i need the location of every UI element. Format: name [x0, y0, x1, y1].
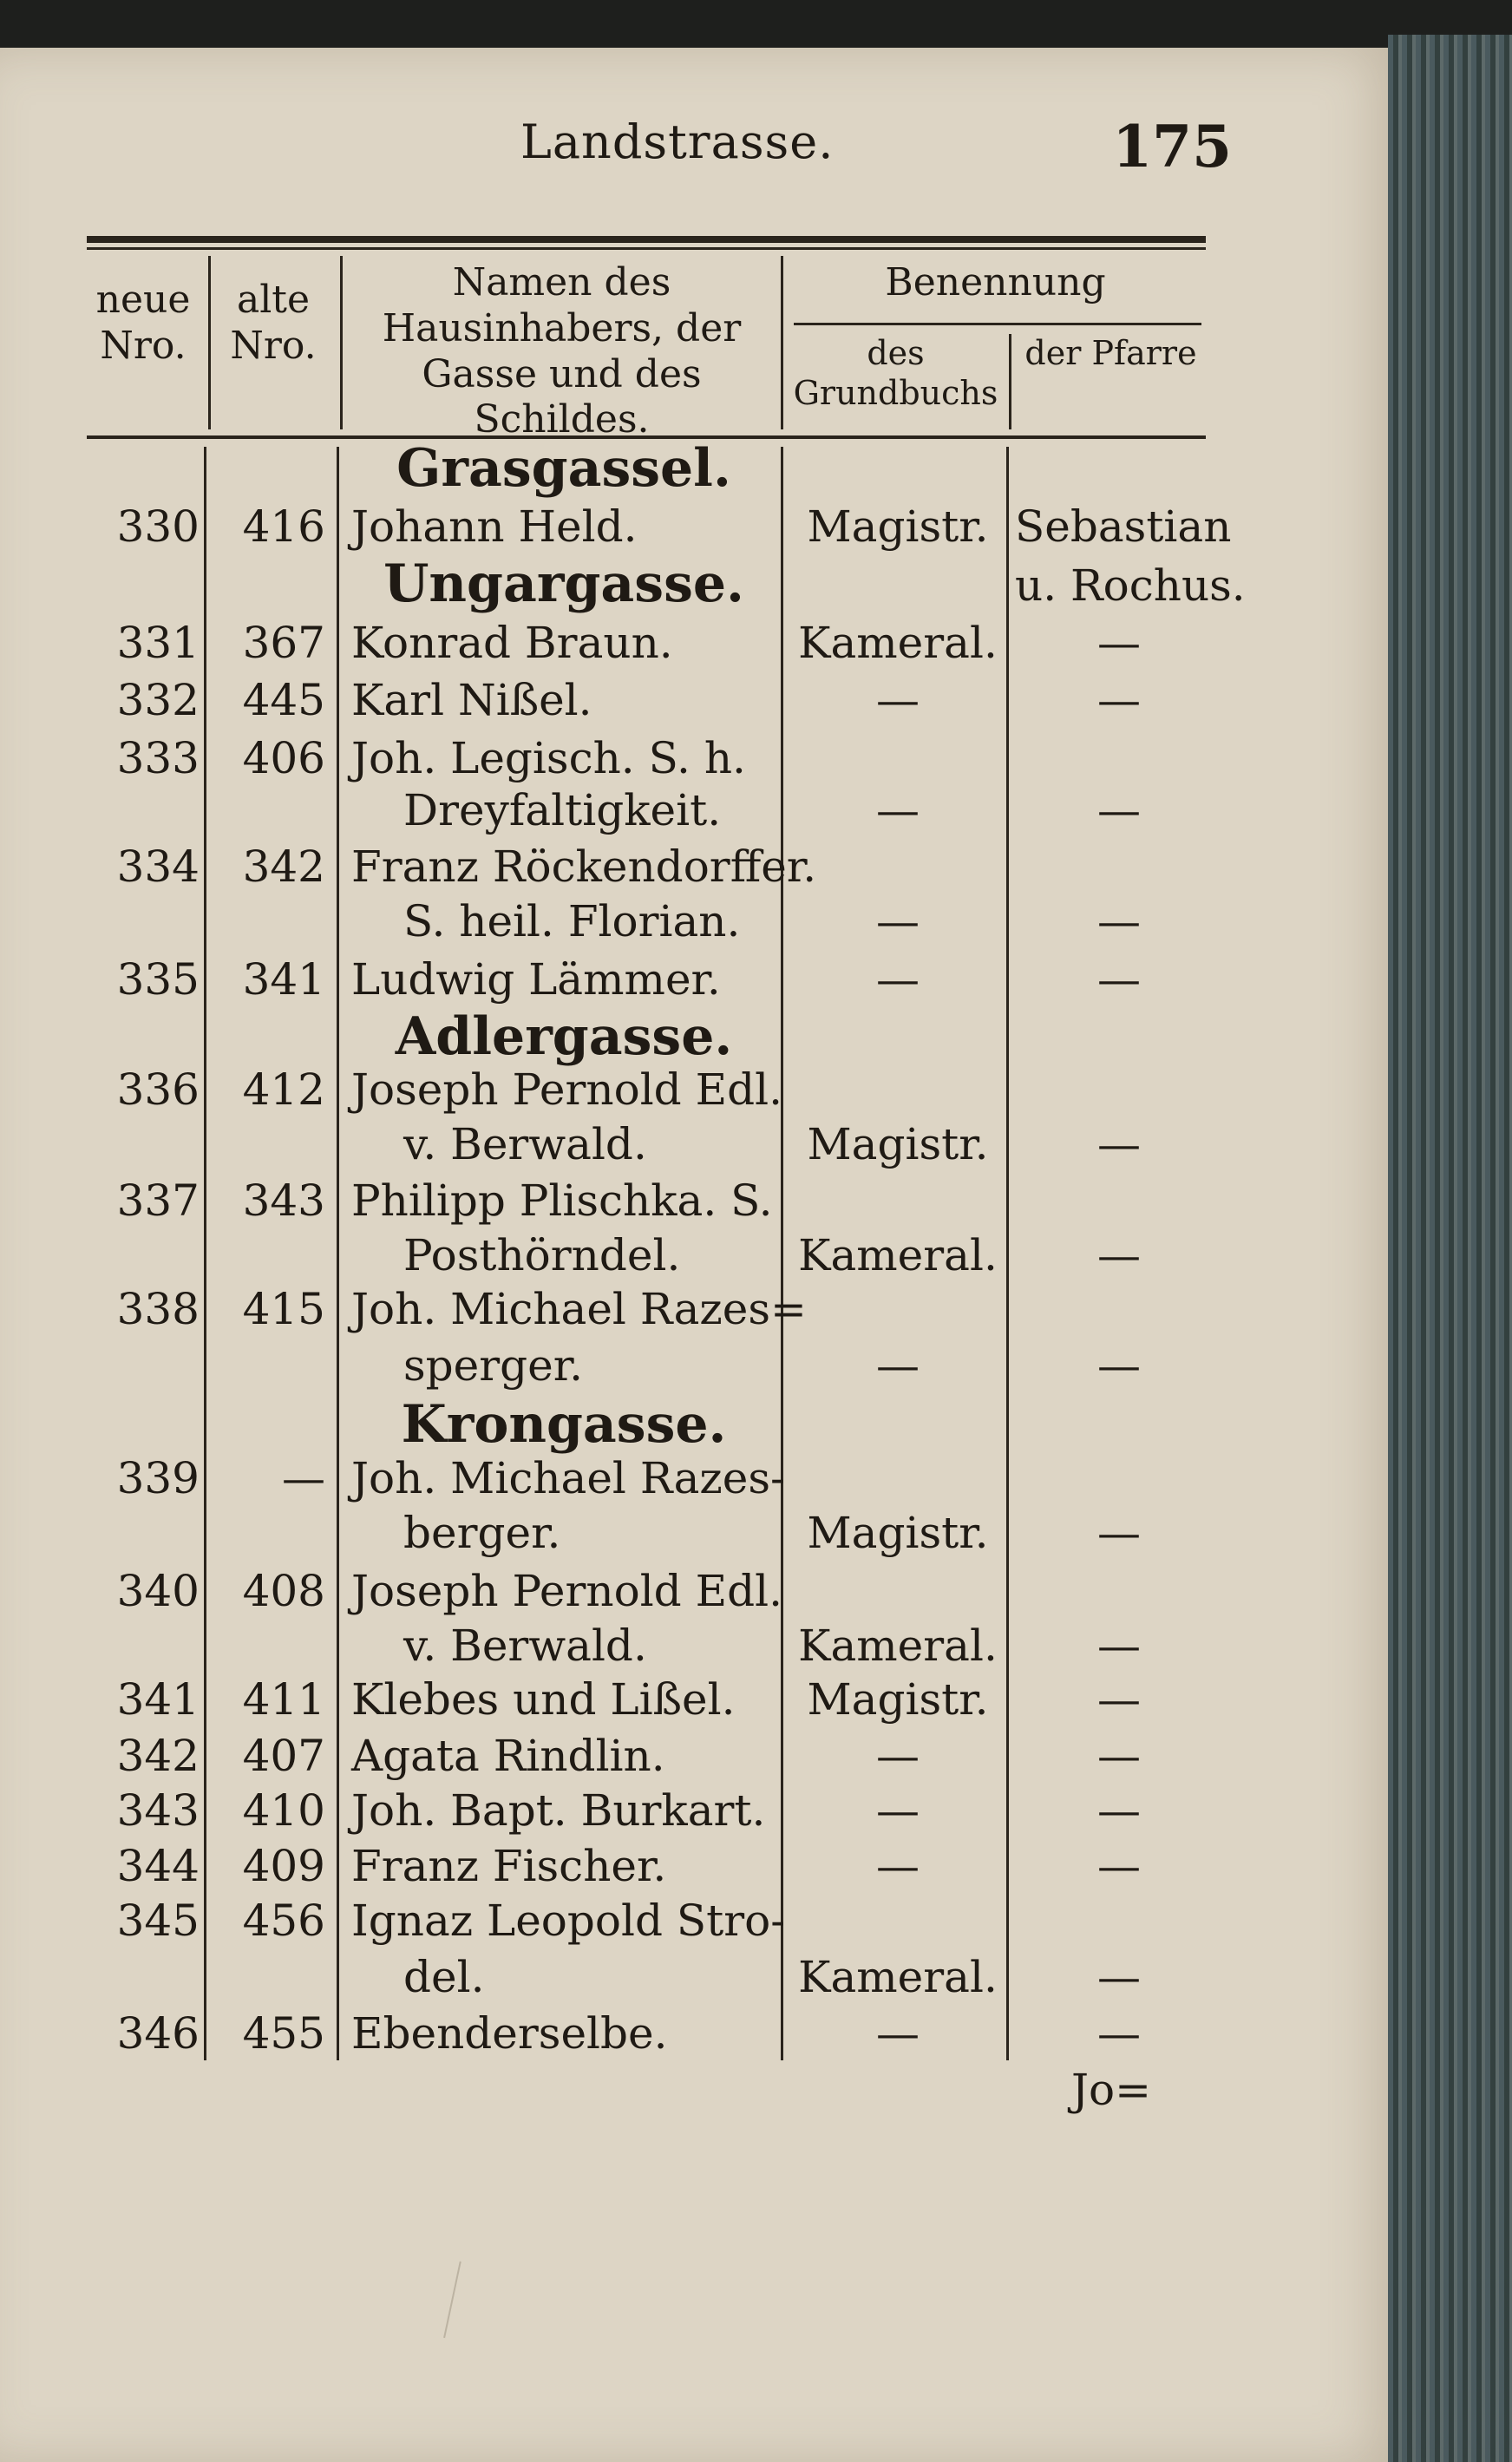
old-number: 456: [242, 1896, 325, 1946]
old-number: 407: [242, 1731, 325, 1781]
owner-name: Joh. Michael Razes=: [351, 1284, 807, 1334]
table-row-continuation: [0, 1621, 1401, 1676]
owner-name: Joseph Pernold Edl.: [351, 1064, 782, 1115]
owner-name-continuation: berger.: [403, 1508, 561, 1558]
table-row: [0, 841, 1401, 897]
old-number: 406: [242, 733, 325, 783]
owner-name: Franz Fischer.: [351, 1841, 667, 1891]
table-row-continuation: [0, 1230, 1401, 1286]
table-row: [0, 1896, 1401, 1951]
table-row-continuation: [0, 896, 1401, 952]
land-register: Kameral.: [798, 1952, 998, 2002]
old-number: 341: [242, 954, 325, 1005]
old-number: 411: [242, 1674, 325, 1725]
new-number: 330: [116, 501, 200, 552]
owner-name: Agata Rindlin.: [351, 1731, 665, 1781]
table-row: [0, 1284, 1401, 1339]
owner-name-continuation: del.: [403, 1952, 485, 2002]
column-header-parish: der Pfarre: [1024, 334, 1197, 372]
owner-name-continuation: Dreyfaltigkeit.: [403, 785, 722, 835]
table-row-continuation: [0, 560, 1401, 616]
table-row: [0, 1453, 1401, 1509]
book-fore-edge: [1388, 35, 1512, 2462]
column-header-land-register: des Grundbuchs: [793, 334, 998, 412]
new-number: 337: [116, 1175, 200, 1226]
owner-name: Karl Nißel.: [351, 675, 592, 725]
parish: Sebastian: [1015, 501, 1232, 552]
table-row-continuation: [0, 1340, 1401, 1396]
column-divider: [208, 256, 211, 429]
old-number: 342: [242, 841, 325, 892]
parish: —: [1097, 1230, 1141, 1280]
owner-name: Ebenderselbe.: [351, 2008, 668, 2059]
table-row: [0, 1785, 1401, 1841]
table-row: [0, 1064, 1401, 1120]
land-register: Kameral.: [798, 618, 998, 668]
header-rule-top: [87, 236, 1206, 243]
street-heading-ungargasse: Ungargasse.: [383, 553, 744, 614]
old-number: 410: [242, 1785, 325, 1836]
parish: —: [1097, 785, 1141, 835]
new-number: 346: [116, 2008, 200, 2059]
catchword: Jo=: [1071, 2065, 1152, 2115]
column-divider: [781, 256, 783, 429]
table-row-continuation: [0, 1119, 1401, 1175]
new-number: 331: [116, 618, 200, 668]
new-number: 332: [116, 675, 200, 725]
new-number: 345: [116, 1896, 200, 1946]
table-row: [0, 954, 1401, 1010]
parish: —: [1097, 1508, 1141, 1558]
new-number: 343: [116, 1785, 200, 1836]
land-register: Magistr.: [807, 1674, 989, 1725]
street-heading-krongasse: Krongasse.: [401, 1394, 727, 1455]
land-register: —: [876, 2008, 920, 2059]
land-register: Magistr.: [807, 501, 989, 552]
land-register: Kameral.: [798, 1230, 998, 1280]
old-number: 408: [242, 1566, 325, 1616]
parish: —: [1097, 1621, 1141, 1671]
land-register: —: [876, 1785, 920, 1836]
table-row: [0, 2008, 1401, 2064]
owner-name: Joh. Michael Razes-: [351, 1453, 785, 1503]
column-header-old-number: alte Nro.: [230, 278, 317, 368]
table-row: [0, 1731, 1401, 1786]
new-number: 335: [116, 954, 200, 1005]
table-row-continuation: [0, 785, 1401, 841]
table-row: [0, 675, 1401, 730]
land-register: —: [876, 785, 920, 835]
table-row: [0, 1175, 1401, 1231]
parish: —: [1097, 954, 1141, 1005]
parish: —: [1097, 1952, 1141, 2002]
parish: —: [1097, 1674, 1141, 1725]
table-row: [0, 501, 1401, 557]
land-register: —: [876, 954, 920, 1005]
land-register: Magistr.: [807, 1508, 989, 1558]
column-header-new-number: neue Nro.: [95, 278, 191, 368]
owner-name-continuation: sperger.: [403, 1340, 584, 1391]
land-register: Magistr.: [807, 1119, 989, 1169]
table-row-continuation: [0, 1508, 1401, 1563]
land-register: —: [876, 896, 920, 946]
old-number: 455: [242, 2008, 325, 2059]
header-rule-top-thin: [87, 247, 1206, 250]
owner-name: Ludwig Lämmer.: [351, 954, 721, 1005]
land-register: —: [876, 1340, 920, 1391]
column-header-name: Namen des Hausinhabers, der Gasse und des Schildes.: [382, 260, 742, 442]
street-heading-adlergasse: Adlergasse.: [395, 1006, 733, 1067]
new-number: 334: [116, 841, 200, 892]
owner-name: Philipp Plischka. S.: [351, 1175, 773, 1226]
new-number: 341: [116, 1674, 200, 1725]
table-row-continuation: [0, 1952, 1401, 2007]
owner-name-continuation: v. Berwald.: [403, 1621, 647, 1671]
new-number: 336: [116, 1064, 200, 1115]
parish: u. Rochus.: [1015, 560, 1246, 611]
parish: —: [1097, 1785, 1141, 1836]
owner-name: Klebes und Lißel.: [351, 1674, 736, 1725]
new-number: 333: [116, 733, 200, 783]
old-number: —: [282, 1453, 325, 1503]
table-row: [0, 618, 1401, 673]
owner-name: Ignaz Leopold Stro-: [351, 1896, 786, 1946]
old-number: 343: [242, 1175, 325, 1226]
parish: —: [1097, 1119, 1141, 1169]
running-head: Landstrasse.: [520, 115, 835, 169]
new-number: 340: [116, 1566, 200, 1616]
new-number: 344: [116, 1841, 200, 1891]
new-number: 342: [116, 1731, 200, 1781]
land-register: Kameral.: [798, 1621, 998, 1671]
old-number: 445: [242, 675, 325, 725]
old-number: 415: [242, 1284, 325, 1334]
old-number: 416: [242, 501, 325, 552]
old-number: 412: [242, 1064, 325, 1115]
old-number: 367: [242, 618, 325, 668]
column-divider: [1009, 334, 1011, 429]
land-register: —: [876, 675, 920, 725]
land-register: —: [876, 1731, 920, 1781]
table-row: [0, 1566, 1401, 1621]
parish: —: [1097, 618, 1141, 668]
old-number: 409: [242, 1841, 325, 1891]
owner-name: Franz Röckendorffer.: [351, 841, 817, 892]
table-row: [0, 733, 1401, 789]
scan-background-top: [0, 0, 1512, 48]
new-number: 338: [116, 1284, 200, 1334]
owner-name: Joh. Legisch. S. h.: [351, 733, 746, 783]
parish: —: [1097, 1731, 1141, 1781]
owner-name: Joseph Pernold Edl.: [351, 1566, 782, 1616]
new-number: 339: [116, 1453, 200, 1503]
parish: —: [1097, 1340, 1141, 1391]
parish: —: [1097, 2008, 1141, 2059]
parish: —: [1097, 675, 1141, 725]
street-heading-grasgassel: Grasgassel.: [396, 438, 731, 499]
owner-name: Johann Held.: [351, 501, 638, 552]
table-row: [0, 1674, 1401, 1730]
land-register: —: [876, 1841, 920, 1891]
owner-name: Konrad Braun.: [351, 618, 673, 668]
owner-name-continuation: v. Berwald.: [403, 1119, 647, 1169]
parish: —: [1097, 1841, 1141, 1891]
page-number: 175: [1112, 113, 1232, 180]
designation-subrule: [794, 323, 1201, 325]
column-divider: [340, 256, 343, 429]
column-header-designation: Benennung: [885, 260, 1106, 304]
owner-name-continuation: Posthörndel.: [403, 1230, 681, 1280]
table-row: [0, 1841, 1401, 1896]
owner-name: Joh. Bapt. Burkart.: [351, 1785, 766, 1836]
parish: —: [1097, 896, 1141, 946]
owner-name-continuation: S. heil. Florian.: [403, 896, 741, 946]
